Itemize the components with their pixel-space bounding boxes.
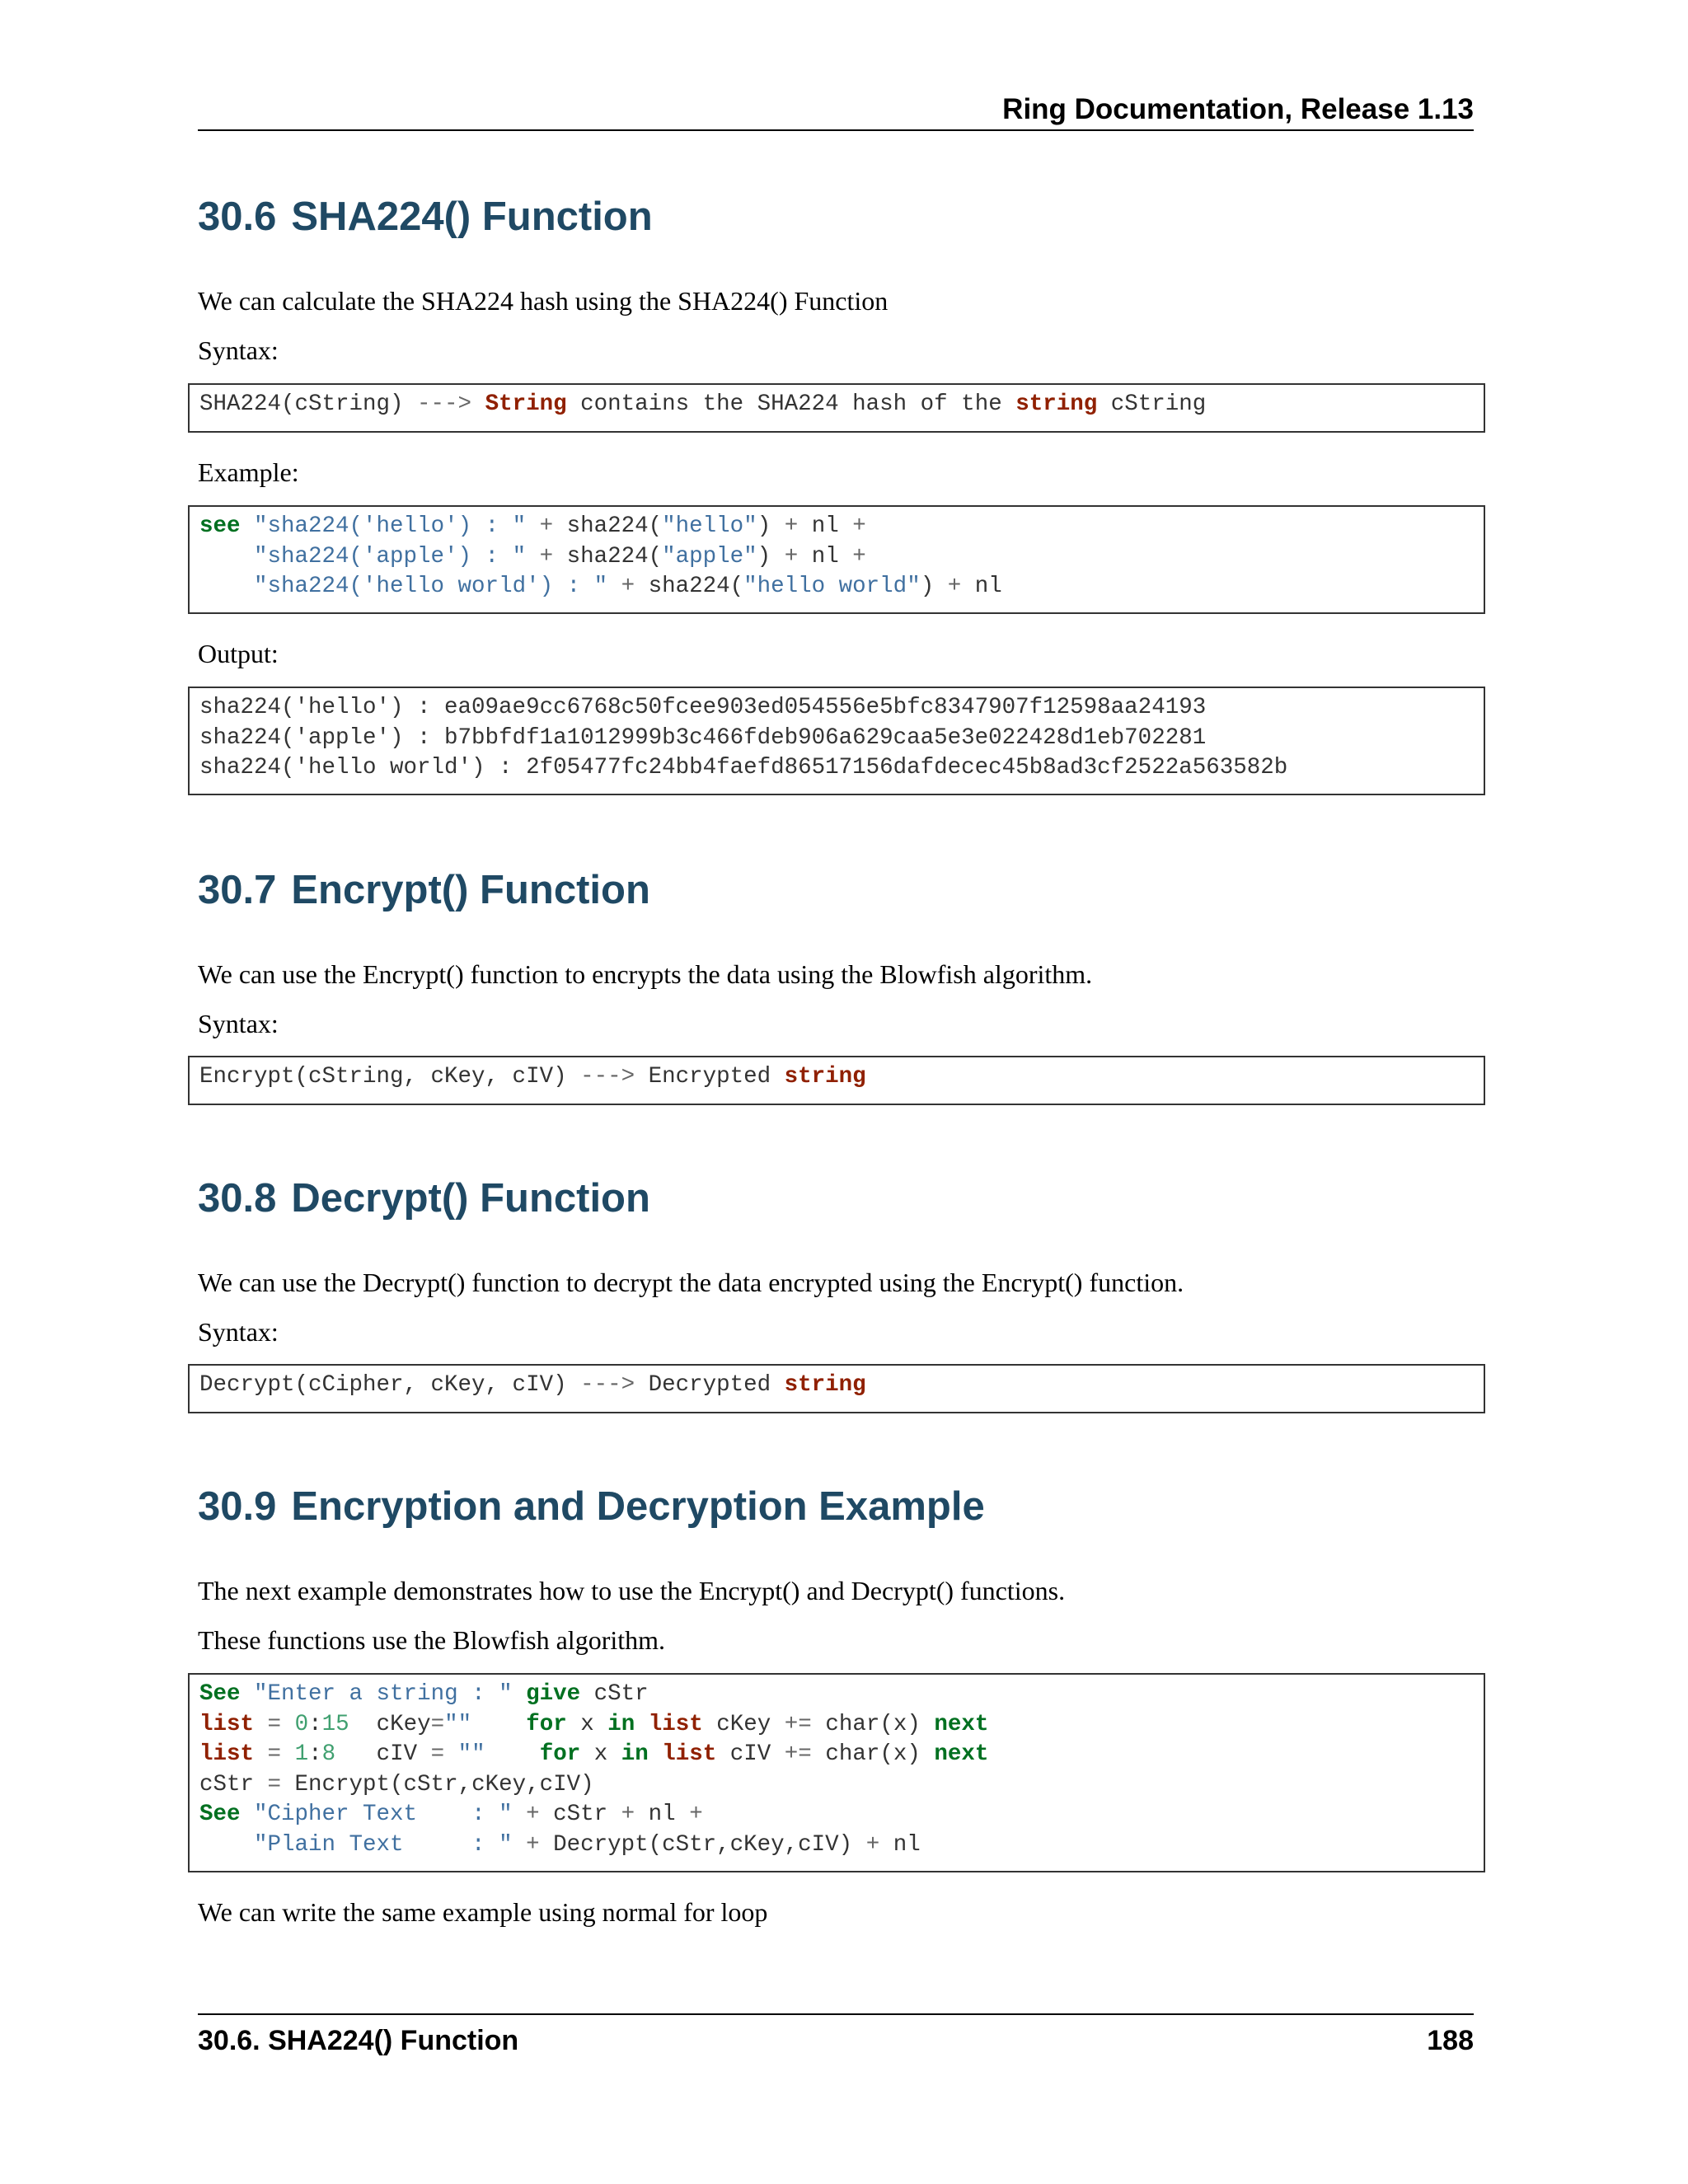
section-number: 30.6 bbox=[198, 194, 277, 239]
code-token bbox=[241, 513, 255, 539]
code-token: = bbox=[267, 1711, 282, 1737]
code-token: "hello world" bbox=[743, 574, 921, 599]
running-header: Ring Documentation, Release 1.13 bbox=[1002, 93, 1474, 125]
code-token: + bbox=[526, 1831, 540, 1858]
code-token: cIV bbox=[335, 1741, 431, 1767]
code-token: + bbox=[539, 513, 554, 539]
section-heading-encrypt bbox=[198, 865, 650, 915]
code-token: Decrypt(cStr,cKey,cIV) bbox=[539, 1831, 866, 1858]
code-token bbox=[199, 544, 254, 569]
code-token: cString bbox=[1097, 391, 1207, 417]
code-token bbox=[526, 544, 540, 569]
code-token: for bbox=[539, 1741, 581, 1767]
code-token: sha224('hello world') : 2f05477fc24bb4faefd86517156dafdecec45b8ad3cf2522a563582b bbox=[199, 755, 1288, 780]
code-token: in bbox=[607, 1711, 635, 1737]
paragraph: The next example demonstrates how to use the Encrypt() and Decrypt() functions. bbox=[198, 1576, 1066, 1605]
code-token: list bbox=[199, 1741, 255, 1767]
section-number: 30.8 bbox=[198, 1176, 277, 1221]
section-number: 30.9 bbox=[198, 1484, 277, 1529]
paragraph: We can write the same example using normal for loop bbox=[198, 1897, 768, 1927]
code-token: next bbox=[934, 1741, 989, 1767]
code-token bbox=[635, 1712, 649, 1737]
code-token: sha224('hello') : ea09ae9cc6768c50fcee903ed054556e5bfc8347907f12598aa24193 bbox=[199, 695, 1207, 720]
code-token: nl bbox=[798, 543, 853, 569]
code-line bbox=[199, 1740, 1484, 1770]
code-token: 8 bbox=[321, 1741, 336, 1767]
code-block-sha224-syntax bbox=[188, 383, 1485, 433]
code-token bbox=[607, 574, 621, 599]
code-token: = bbox=[267, 1741, 282, 1767]
code-line bbox=[199, 724, 1484, 754]
code-token: for bbox=[526, 1711, 567, 1737]
code-token bbox=[471, 1712, 526, 1737]
code-block-decrypt-syntax bbox=[188, 1364, 1485, 1413]
code-token: see bbox=[199, 513, 241, 539]
code-token bbox=[254, 1712, 268, 1737]
code-line bbox=[199, 753, 1484, 784]
code-token bbox=[254, 1741, 268, 1767]
section-heading-example bbox=[198, 1482, 985, 1531]
code-token: Encrypted bbox=[635, 1064, 785, 1090]
code-token bbox=[444, 1741, 458, 1767]
code-token: give bbox=[526, 1681, 581, 1707]
syntax-label: Syntax: bbox=[198, 1317, 279, 1347]
page-number: 188 bbox=[1427, 2025, 1474, 2056]
code-token: list bbox=[662, 1741, 717, 1767]
code-line bbox=[199, 1830, 1484, 1861]
code-token: string bbox=[784, 1372, 866, 1398]
code-token: nl bbox=[798, 513, 853, 539]
code-token: nl bbox=[961, 574, 1002, 599]
code-token: ---> bbox=[580, 1372, 635, 1398]
paragraph: We can use the Encrypt() function to encrypts the data using the Blowfish algorithm. bbox=[198, 959, 1093, 989]
code-token bbox=[649, 1741, 663, 1767]
code-token bbox=[281, 1712, 295, 1737]
code-token: + bbox=[689, 1802, 703, 1827]
syntax-label: Syntax: bbox=[198, 335, 279, 365]
header-rule bbox=[198, 129, 1474, 131]
code-token: Decrypted bbox=[635, 1372, 785, 1398]
code-token: 1 bbox=[294, 1741, 309, 1767]
code-token: ) bbox=[757, 543, 785, 569]
code-token: 15 bbox=[321, 1711, 349, 1737]
code-token: string bbox=[1015, 391, 1098, 417]
code-token: ) bbox=[920, 574, 948, 599]
code-token: See bbox=[199, 1802, 241, 1827]
code-token: nl bbox=[635, 1802, 690, 1827]
code-token: "Cipher Text : " bbox=[254, 1802, 513, 1827]
footer-rule bbox=[198, 2013, 1474, 2015]
output-label: Output: bbox=[198, 639, 279, 668]
code-token: See bbox=[199, 1681, 241, 1707]
code-token: 0 bbox=[294, 1711, 309, 1737]
code-token: cStr bbox=[539, 1802, 621, 1827]
code-token: x bbox=[580, 1741, 621, 1767]
code-line bbox=[199, 1800, 1484, 1830]
section-heading-decrypt bbox=[198, 1174, 650, 1223]
code-token: Encrypt(cStr,cKey,cIV) bbox=[281, 1771, 594, 1797]
code-token bbox=[513, 1681, 527, 1707]
code-token: string bbox=[784, 1064, 866, 1090]
code-token: + bbox=[784, 543, 799, 569]
code-token: sha224('apple') : b7bbfdf1a1012999b3c466fdeb906a629caa5e3e022428d1eb702281 bbox=[199, 724, 1207, 751]
code-token: + bbox=[526, 1802, 540, 1827]
code-line bbox=[199, 390, 1484, 420]
code-token: "Enter a string : " bbox=[254, 1681, 513, 1707]
code-token bbox=[241, 1681, 255, 1707]
code-token: : bbox=[308, 1741, 322, 1767]
code-token: + bbox=[784, 513, 799, 539]
code-token bbox=[199, 1832, 254, 1858]
code-line bbox=[199, 572, 1484, 602]
code-token: "sha224('hello') : " bbox=[254, 513, 527, 539]
code-token: + bbox=[852, 543, 866, 569]
code-token: + bbox=[947, 574, 962, 599]
code-token: ---> bbox=[580, 1064, 635, 1090]
code-token: String bbox=[485, 391, 567, 417]
code-token bbox=[485, 1741, 540, 1767]
code-line bbox=[199, 1062, 1484, 1093]
code-token: : bbox=[308, 1711, 322, 1737]
section-number: 30.7 bbox=[198, 868, 277, 912]
code-token: cKey bbox=[702, 1711, 785, 1737]
code-token: cKey bbox=[349, 1711, 431, 1737]
footer-section-title: 30.6. SHA224() Function bbox=[198, 2025, 519, 2056]
code-token: += bbox=[784, 1711, 812, 1737]
code-line bbox=[199, 542, 1484, 573]
code-block-encrypt-syntax bbox=[188, 1056, 1485, 1105]
code-token bbox=[513, 1802, 527, 1827]
code-line bbox=[199, 1371, 1484, 1401]
code-line bbox=[199, 1680, 1484, 1710]
code-token: "sha224('apple') : " bbox=[254, 543, 527, 569]
code-token: Decrypt(cCipher, cKey, cIV) bbox=[199, 1372, 581, 1398]
section-title-text: Decrypt() Function bbox=[291, 1176, 650, 1221]
section-title-text: SHA224() Function bbox=[291, 194, 653, 239]
code-token: list bbox=[199, 1711, 255, 1737]
code-token: cIV bbox=[716, 1741, 785, 1767]
code-token: "apple" bbox=[662, 543, 757, 569]
code-line bbox=[199, 693, 1484, 724]
code-token: char(x) bbox=[811, 1741, 935, 1767]
code-token: char(x) bbox=[811, 1711, 935, 1737]
code-token: sha224( bbox=[553, 513, 663, 539]
paragraph: We can calculate the SHA224 hash using the SHA224() Function bbox=[198, 286, 889, 316]
code-token: sha224( bbox=[553, 543, 663, 569]
code-token: + bbox=[621, 574, 635, 599]
code-token: "" bbox=[444, 1711, 472, 1737]
paragraph: These functions use the Blowfish algorithm. bbox=[198, 1625, 666, 1655]
code-line bbox=[199, 512, 1484, 542]
code-token: + bbox=[865, 1831, 880, 1858]
code-block-sha224-example bbox=[188, 505, 1485, 614]
section-title-text: Encrypt() Function bbox=[291, 868, 650, 912]
code-token: SHA224(cString) bbox=[199, 391, 418, 417]
code-token: += bbox=[784, 1741, 812, 1767]
code-token: next bbox=[934, 1711, 989, 1737]
code-token: + bbox=[539, 543, 554, 569]
section-title-text: Encryption and Decryption Example bbox=[291, 1484, 985, 1529]
section-heading-sha224 bbox=[198, 192, 653, 241]
code-token: + bbox=[852, 513, 866, 539]
code-token bbox=[241, 1802, 255, 1827]
code-token bbox=[513, 1832, 527, 1858]
code-token: + bbox=[621, 1802, 635, 1827]
code-token: "" bbox=[457, 1741, 485, 1767]
code-token: in bbox=[621, 1741, 649, 1767]
code-token bbox=[281, 1741, 295, 1767]
code-token: = bbox=[430, 1711, 445, 1737]
code-block-sha224-output bbox=[188, 687, 1485, 795]
code-token: nl bbox=[879, 1831, 921, 1858]
code-token: = bbox=[430, 1741, 445, 1767]
code-token: cStr bbox=[199, 1771, 268, 1797]
code-token: x bbox=[566, 1711, 608, 1737]
code-token bbox=[471, 391, 485, 417]
code-token: ) bbox=[757, 513, 785, 539]
code-token: ---> bbox=[417, 391, 472, 417]
code-token: sha224( bbox=[635, 574, 744, 599]
code-block-encryption-example bbox=[188, 1673, 1485, 1872]
code-token bbox=[199, 574, 254, 599]
code-token bbox=[526, 513, 540, 539]
code-token: list bbox=[648, 1711, 703, 1737]
code-token: "Plain Text : " bbox=[254, 1831, 513, 1858]
code-token: Encrypt(cString, cKey, cIV) bbox=[199, 1064, 581, 1090]
example-label: Example: bbox=[198, 457, 299, 487]
code-token: "hello" bbox=[662, 513, 757, 539]
code-token: "sha224('hello world') : " bbox=[254, 574, 608, 599]
syntax-label: Syntax: bbox=[198, 1009, 279, 1038]
code-line bbox=[199, 1710, 1484, 1741]
code-token: contains the SHA224 hash of the bbox=[566, 391, 1016, 417]
code-line bbox=[199, 1770, 1484, 1801]
code-token: cStr bbox=[580, 1681, 649, 1707]
code-token: = bbox=[267, 1771, 282, 1797]
paragraph: We can use the Decrypt() function to decrypt the data encrypted using the Encrypt() function. bbox=[198, 1268, 1184, 1297]
